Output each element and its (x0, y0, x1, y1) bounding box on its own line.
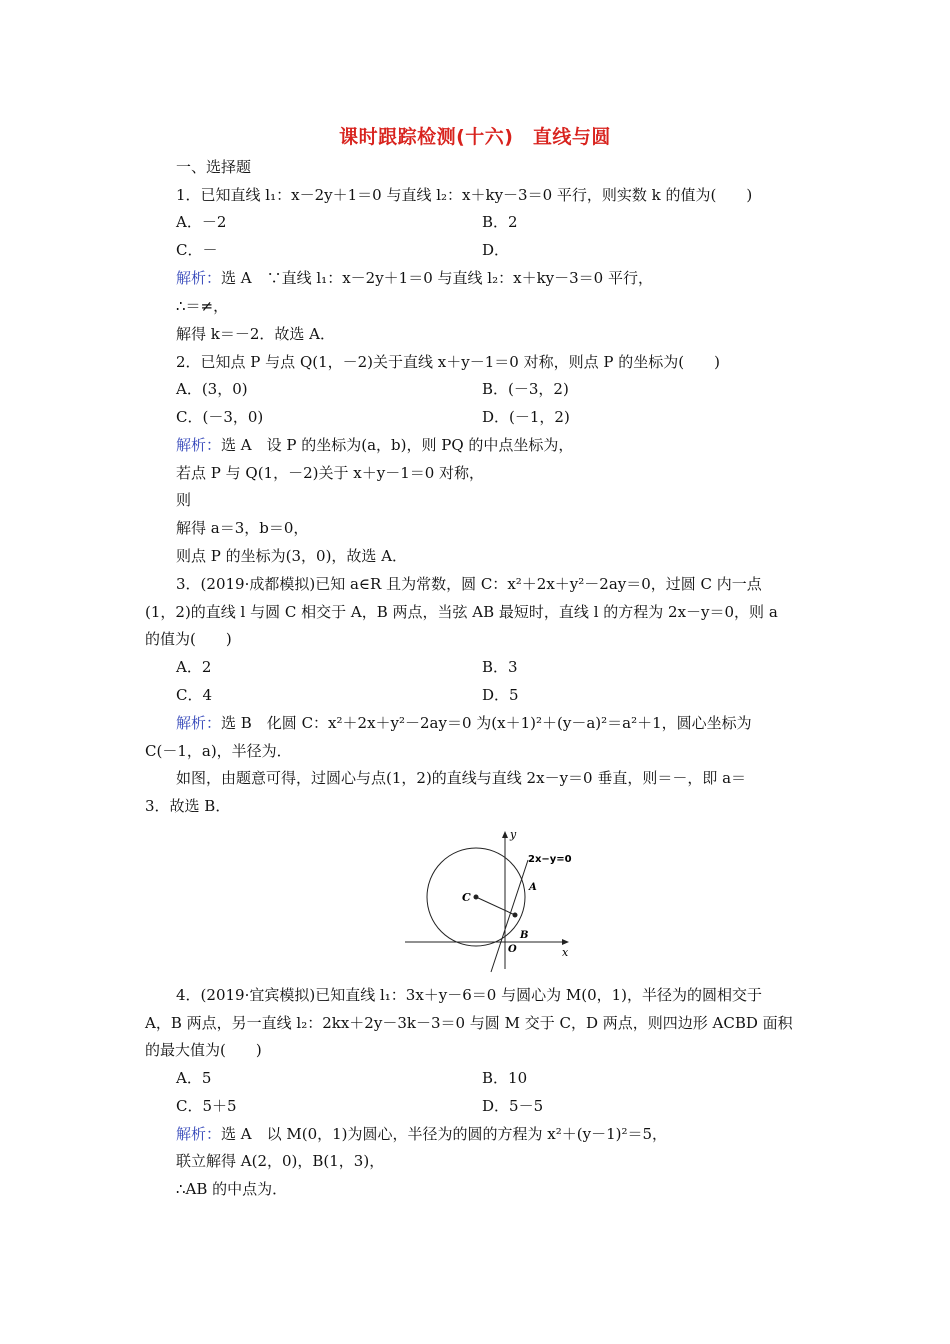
section-heading: 一、选择题 (176, 158, 252, 176)
line-2x-y (491, 860, 528, 972)
q3-option-d: D．5 (482, 686, 519, 704)
q2-solution-text: 选 A 设 P 的坐标为(a，b)，则 PQ 的中点坐标为， (221, 436, 574, 454)
q3-stem-line-2: (1，2)的直线 l 与圆 C 相交于 A，B 两点，当弦 AB 最短时，直线 l 的方程为 2x－y＝0，则 a (145, 603, 778, 621)
solution-tag: 解析： (176, 436, 222, 454)
q4-stem-line-2: A，B 两点，另一直线 l₂：2kx＋2y－3k－3＝0 与圆 M 交于 C，D 两点，则四边形 ACBD 面积 (145, 1014, 793, 1032)
q1-solution-text: 选 A ∵直线 l₁：x－2y＋1＝0 与直线 l₂：x＋ky－3＝0 平行， (221, 269, 653, 287)
q3-stem-line-1: 3．(2019·成都模拟)已知 a∈R 且为常数，圆 C：x²＋2x＋y²－2ay＝0，过圆 C 内一点 (176, 575, 762, 593)
q2-solution-line-5: 则点 P 的坐标为(3，0)，故选 A． (176, 547, 408, 565)
q2-solution-line-4: 解得 a＝3，b＝0， (176, 519, 309, 537)
line-label: 2x−y=0 (528, 854, 572, 865)
axis-x-label: x (562, 946, 569, 959)
q4-solution-text: 选 A 以 M(0，1)为圆心，半径为的圆的方程为 x²＋(y－1)²＝5， (221, 1125, 668, 1143)
q1-option-d: D． (482, 241, 510, 259)
q3-option-c: C．4 (176, 686, 213, 704)
q2-option-c: C．(－3，0) (176, 408, 264, 426)
q1-stem: 1．已知直线 l₁：x－2y＋1＝0 与直线 l₂：x＋ky－3＝0 平行，则实数 k 的值为( ) (176, 186, 753, 204)
circle-line-figure (400, 824, 580, 974)
q4-option-c: C．5＋5 (176, 1097, 237, 1115)
q3-solution-line-2: C(－1，a)，半径为． (145, 742, 292, 760)
solution-tag: 解析： (176, 714, 222, 732)
origin-label: O (508, 944, 517, 955)
q2-solution-line-2: 若点 P 与 Q(1，－2)关于 x＋y－1＝0 对称， (176, 464, 485, 482)
q1-solution-line-1 (176, 268, 653, 288)
q1-solution-line-3: 解得 k＝－2．故选 A． (176, 325, 336, 343)
axis-y-label: y (510, 828, 517, 841)
q2-option-b: B．(－3，2) (482, 380, 569, 398)
q3-solution-text: 选 B 化圆 C：x²＋2x＋y²－2ay＝0 为(x＋1)²＋(y－a)²＝a²＋1，圆心坐标为 (221, 714, 752, 732)
center-point (474, 895, 479, 900)
q4-option-d: D．5－5 (482, 1097, 544, 1115)
q2-solution-line-3: 则 (176, 491, 192, 509)
q4-option-a: A．5 (176, 1069, 212, 1087)
q3-option-b: B．3 (482, 658, 518, 676)
q1-option-a: A．－2 (176, 213, 227, 231)
q4-stem-line-3: 的最大值为( ) (145, 1041, 262, 1059)
point-a-label: A (529, 882, 537, 893)
point-b-label: B (520, 930, 529, 941)
q1-option-b: B．2 (482, 213, 518, 231)
page-title: 课时跟踪检测(十六) 直线与圆 (339, 126, 611, 148)
q3-solution-line-4: 3．故选 B． (145, 797, 231, 815)
q1-solution-line-2: ∴＝≠， (176, 297, 229, 315)
q2-stem: 2．已知点 P 与点 Q(1，－2)关于直线 x＋y－1＝0 对称，则点 P 的坐标为( ) (176, 353, 720, 371)
q3-solution-line-3: 如图，由题意可得，过圆心与点(1，2)的直线与直线 2x－y＝0 垂直，则＝－，即 a＝ (176, 769, 747, 787)
q3-option-a: A．2 (176, 658, 212, 676)
q4-solution-line-1 (176, 1124, 667, 1144)
point-c-label: C (462, 891, 471, 904)
solution-tag: 解析： (176, 269, 222, 287)
q4-solution-line-3: ∴AB 的中点为． (176, 1180, 288, 1198)
q4-solution-line-2: 联立解得 A(2，0)，B(1，3)， (176, 1152, 385, 1170)
radius-segment (476, 897, 515, 915)
q4-option-b: B．10 (482, 1069, 528, 1087)
midpoint (513, 913, 518, 918)
solution-tag: 解析： (176, 1125, 222, 1143)
q3-stem-line-3: 的值为( ) (145, 630, 232, 648)
q2-option-a: A．(3，0) (176, 380, 248, 398)
q3-solution-line-1 (176, 713, 752, 733)
q2-option-d: D．(－1，2) (482, 408, 570, 426)
q4-stem-line-1: 4．(2019·宜宾模拟)已知直线 l₁：3x＋y－6＝0 与圆心为 M(0，1)，半径为的圆相交于 (176, 986, 763, 1004)
q2-solution-line-1 (176, 435, 573, 455)
q1-option-c: C．－ (176, 241, 218, 259)
